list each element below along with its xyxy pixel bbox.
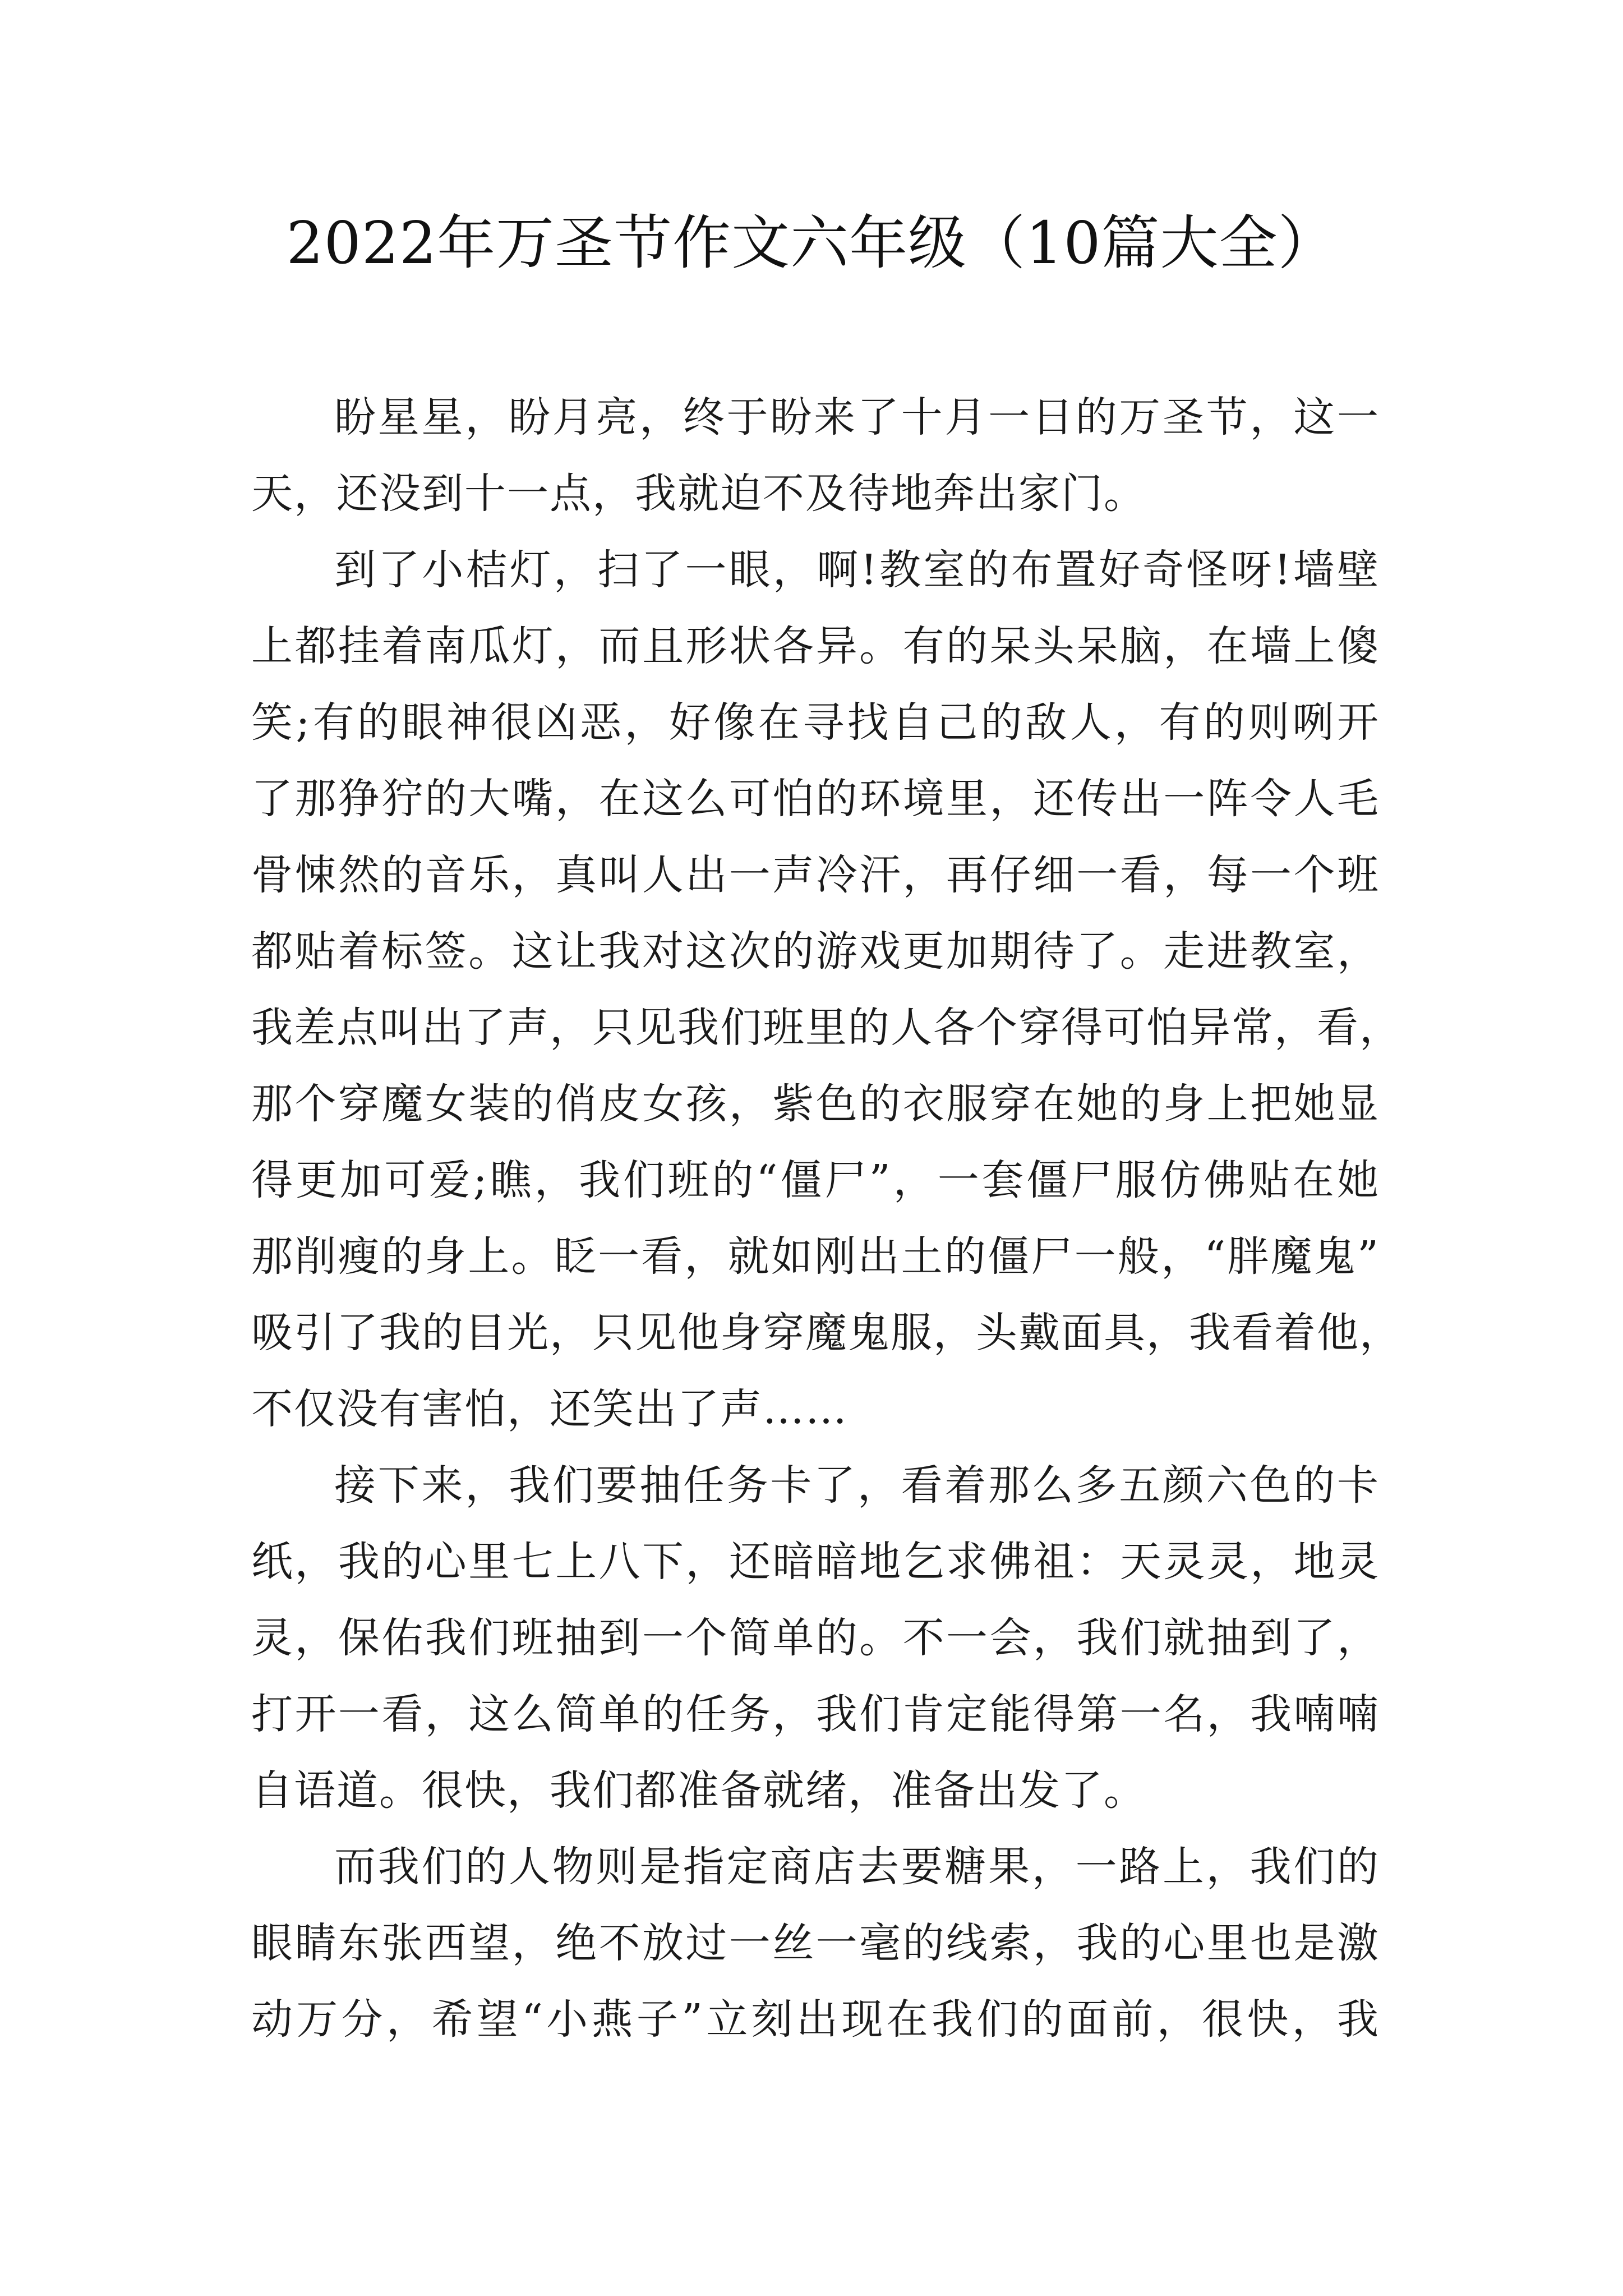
- text-line: 那削瘦的身上。眨一看，就如刚出土的僵尸一般，“胖魔鬼”: [251, 1232, 1380, 1281]
- text-line: 都贴着标签。这让我对这次的游戏更加期待了。走进教室，: [251, 927, 1380, 976]
- text-line: 接下来，我们要抽任务卡了，看着那么多五颜六色的卡: [334, 1461, 1380, 1510]
- paragraph-2: [251, 532, 1402, 1447]
- text-line: 骨悚然的音乐，真叫人出一声冷汗，再仔细一看，每一个班: [251, 851, 1380, 899]
- text-line: 了那狰狞的大嘴，在这么可怕的环境里，还传出一阵令人毛: [251, 775, 1380, 823]
- text-line: 盼星星，盼月亮，终于盼来了十月一日的万圣节，这一: [334, 393, 1380, 441]
- text-line: 灵，保佑我们班抽到一个简单的。不一会，我们就抽到了，: [251, 1614, 1380, 1662]
- text-line: 而我们的人物则是指定商店去要糖果，一路上，我们的: [334, 1843, 1380, 1891]
- text-line: 眼睛东张西望，绝不放过一丝一毫的线索，我的心里也是激: [251, 1919, 1380, 1967]
- text-line: 自语道。很快，我们都准备就绪，准备出发了。: [251, 1766, 1146, 1815]
- text-line: 纸，我的心里七上八下，还暗暗地乞求佛祖：天灵灵，地灵: [251, 1538, 1380, 1586]
- text-line: 不仅没有害怕，还笑出了声……: [251, 1385, 848, 1433]
- text-line: 笑;有的眼神很凶恶，好像在寻找自己的敌人，有的则咧开: [251, 698, 1380, 747]
- text-line: 动万分，希望“小燕子”立刻出现在我们的面前，很快，我: [251, 1995, 1380, 2044]
- text-line: 得更加可爱;瞧，我们班的“僵尸”，一套僵尸服仿佛贴在她: [251, 1156, 1380, 1204]
- document-body: [251, 379, 1402, 2058]
- text-line: 吸引了我的目光，只见他身穿魔鬼服，头戴面具，我看着他，: [251, 1309, 1402, 1357]
- text-line: 我差点叫出了声，只见我们班里的人各个穿得可怕异常，看，: [251, 1004, 1402, 1052]
- paragraph-3: [251, 1447, 1380, 1829]
- text-line: 天，还没到十一点，我就迫不及待地奔出家门。: [251, 470, 1146, 518]
- text-line: 上都挂着南瓜灯，而且形状各异。有的呆头呆脑，在墙上傻: [251, 622, 1380, 670]
- text-line: 打开一看，这么简单的任务，我们肯定能得第一名，我喃喃: [251, 1690, 1380, 1738]
- paragraph-4: [251, 1829, 1380, 2058]
- paragraph-1: [251, 379, 1380, 532]
- document-title: 2022年万圣节作文六年级（10篇大全）: [286, 209, 1337, 277]
- text-line: 到了小桔灯，扫了一眼，啊!教室的布置好奇怪呀!墙壁: [334, 546, 1380, 594]
- text-line: 那个穿魔女装的俏皮女孩，紫色的衣服穿在她的身上把她显: [251, 1080, 1380, 1128]
